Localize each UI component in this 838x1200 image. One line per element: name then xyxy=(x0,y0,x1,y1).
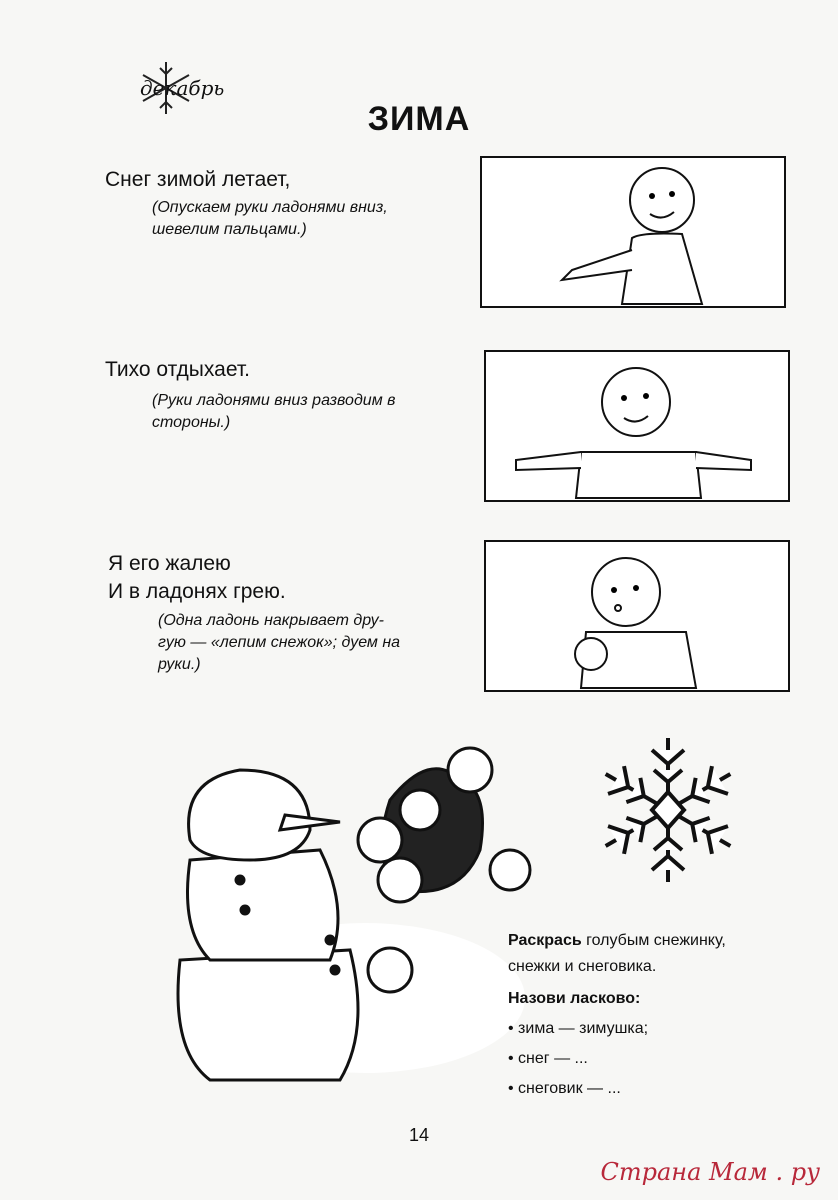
verse-3-lines: Я его жалею И в ладонях грею. xyxy=(108,552,286,603)
illustration-panel-2 xyxy=(484,350,790,502)
snowman-and-child-illustration xyxy=(150,730,550,1090)
watermark: Страна Мам . ру xyxy=(600,1158,820,1186)
month-label: декабрь xyxy=(140,76,225,100)
tasks-block xyxy=(508,928,808,1106)
page-title: ЗИМА xyxy=(367,100,471,138)
coloring-task: Раскрась голубым снежинку, xyxy=(508,932,726,949)
list-item: • снеговик — ... xyxy=(508,1074,808,1104)
coloring-task-line-2: снежки и снеговика. xyxy=(508,958,657,975)
boy-arms-down-illustration xyxy=(482,158,784,306)
verse-1-note: (Опускаем руки ладонями вниз, шевелим пальцами.) xyxy=(152,199,388,238)
illustration-panel-1 xyxy=(480,156,786,308)
boy-making-snowball-illustration xyxy=(486,542,788,690)
list-item: • зима — зимушка; xyxy=(508,1014,808,1044)
affection-task-list xyxy=(508,1014,808,1104)
affection-task-title: Назови ласково: xyxy=(508,990,641,1007)
page-number: 14 xyxy=(408,1125,430,1145)
list-item: • снег — ... xyxy=(508,1044,808,1074)
verse-2-line-1: Тихо отдыхает. xyxy=(105,358,250,381)
verse-2-note: (Руки ладонями вниз разводим в стороны.) xyxy=(152,392,396,431)
snowflake-coloring-icon xyxy=(588,730,748,890)
boy-arms-spread-illustration xyxy=(486,352,788,500)
verse-3-note: (Одна ладонь накрывает дру- гую — «лепим снежок»; дуем на руки.) xyxy=(158,612,401,673)
illustration-panel-3 xyxy=(484,540,790,692)
verse-1-line-1: Снег зимой летает, xyxy=(105,168,291,191)
